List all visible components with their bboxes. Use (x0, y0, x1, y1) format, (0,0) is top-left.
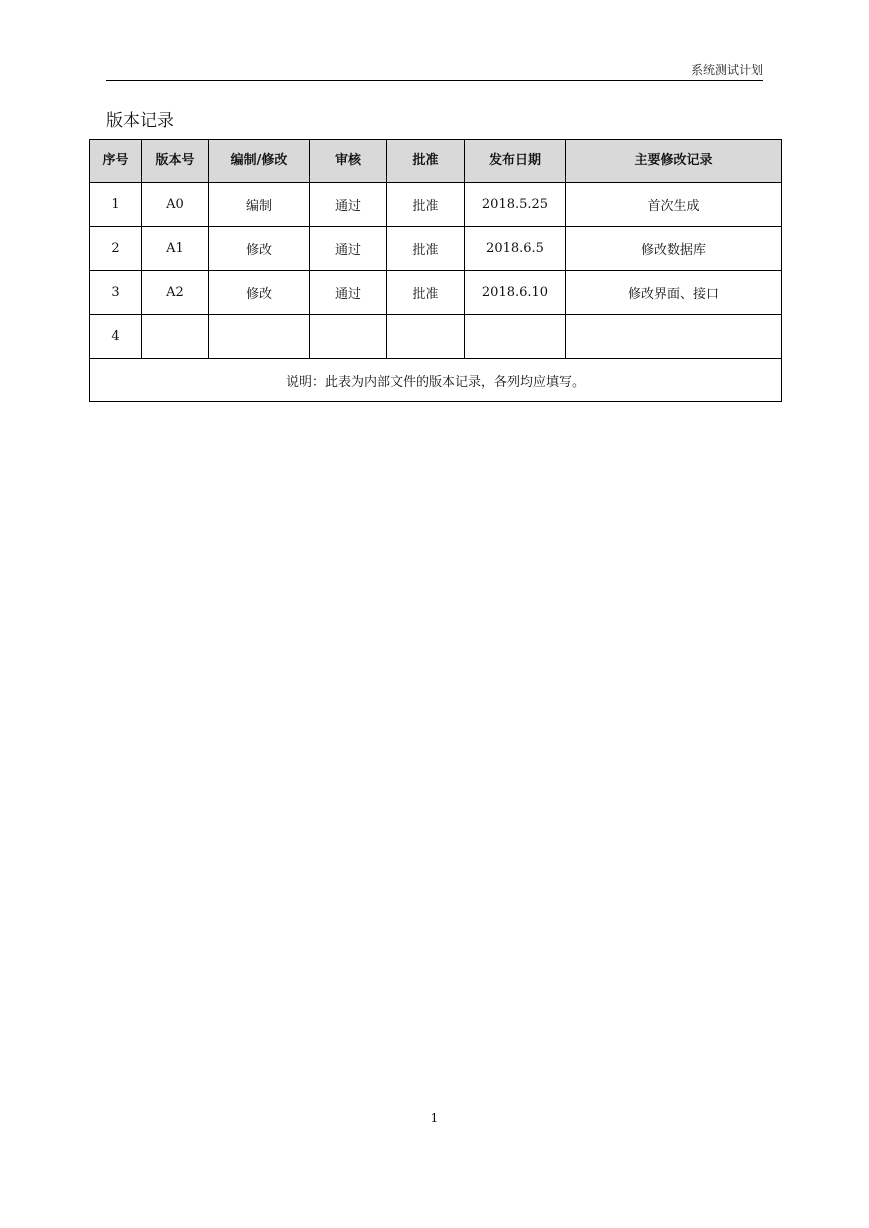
cell-version: A1 (142, 227, 209, 271)
cell-review: 通过 (310, 183, 387, 227)
table-header-row (90, 140, 782, 183)
section-title: 版本记录 (106, 111, 174, 131)
cell-version (142, 315, 209, 359)
cell-approve (387, 315, 465, 359)
cell-seq: 2 (90, 227, 142, 271)
running-header-title: 系统测试计划 (690, 63, 763, 77)
cell-change-notes: 修改数据库 (566, 227, 782, 271)
column-header-change-notes: 主要修改记录 (566, 140, 782, 183)
cell-release-date: 2018.5.25 (465, 183, 566, 227)
cell-review: 通过 (310, 271, 387, 315)
cell-change-notes: 首次生成 (566, 183, 782, 227)
version-record-table (89, 139, 782, 402)
page-number: 1 (430, 1111, 439, 1125)
cell-change-notes: 修改界面、接口 (566, 271, 782, 315)
cell-review (310, 315, 387, 359)
column-header-release-date: 发布日期 (465, 140, 566, 183)
cell-version: A2 (142, 271, 209, 315)
cell-release-date: 2018.6.10 (465, 271, 566, 315)
cell-seq: 4 (90, 315, 142, 359)
cell-version: A0 (142, 183, 209, 227)
column-header-author: 编制/修改 (209, 140, 310, 183)
table-note-row (90, 359, 782, 402)
cell-author: 修改 (209, 227, 310, 271)
table-note: 说明：此表为内部文件的版本记录，各列均应填写。 (90, 359, 782, 402)
column-header-seq: 序号 (90, 140, 142, 183)
column-header-approve: 批准 (387, 140, 465, 183)
cell-approve: 批准 (387, 183, 465, 227)
cell-release-date (465, 315, 566, 359)
cell-review: 通过 (310, 227, 387, 271)
cell-author: 修改 (209, 271, 310, 315)
cell-author: 编制 (209, 183, 310, 227)
table-row (90, 271, 782, 315)
cell-seq: 3 (90, 271, 142, 315)
cell-author (209, 315, 310, 359)
table-row (90, 315, 782, 359)
cell-seq: 1 (90, 183, 142, 227)
cell-approve: 批准 (387, 271, 465, 315)
header-divider (106, 80, 763, 81)
cell-approve: 批准 (387, 227, 465, 271)
column-header-version: 版本号 (142, 140, 209, 183)
cell-release-date: 2018.6.5 (465, 227, 566, 271)
table-row (90, 227, 782, 271)
table-row (90, 183, 782, 227)
column-header-review: 审核 (310, 140, 387, 183)
cell-change-notes (566, 315, 782, 359)
